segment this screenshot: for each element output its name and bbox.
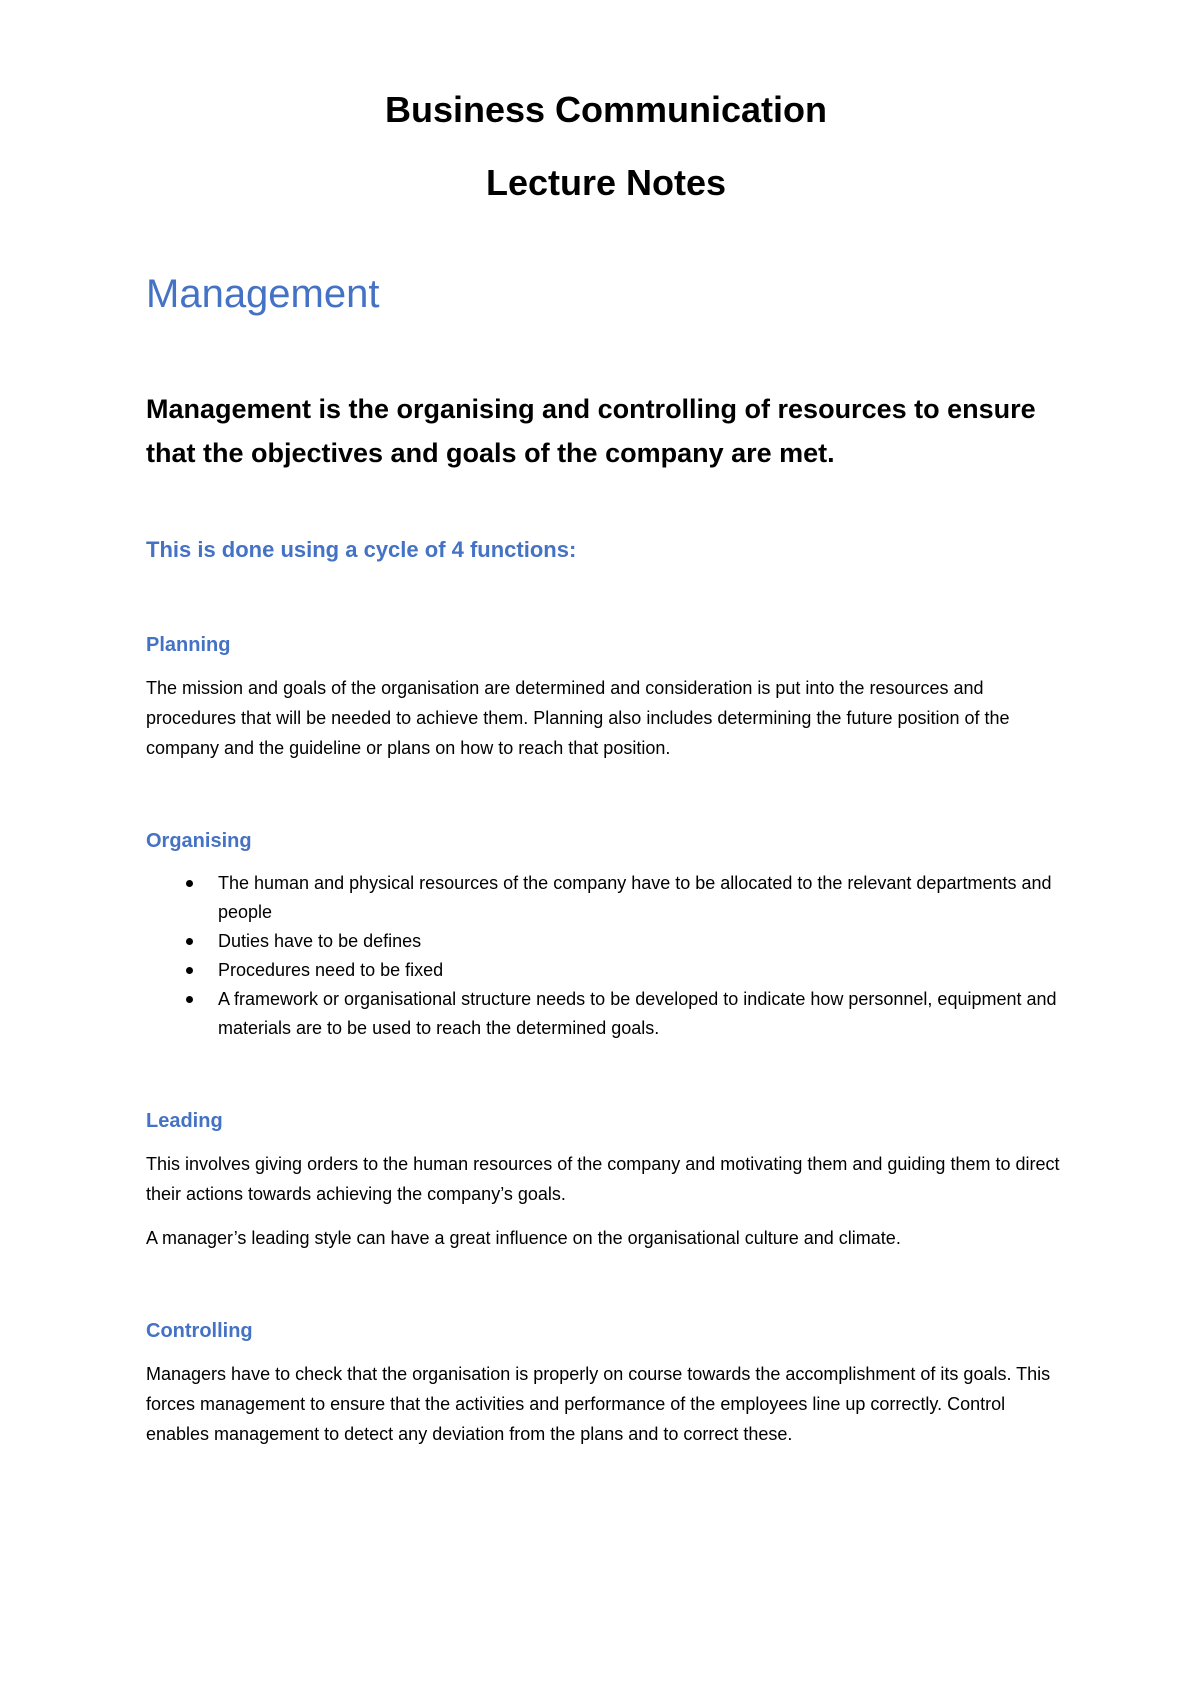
functions-subheading: This is done using a cycle of 4 functions:	[146, 536, 577, 562]
document-title: Business Communication	[384, 89, 828, 130]
bullet-icon	[186, 938, 193, 945]
leading-heading: Leading	[146, 1110, 223, 1133]
organising-bullet-list	[146, 869, 1066, 1043]
list-item	[146, 956, 1066, 985]
leading-paragraph-2: A manager’s leading style can have a great influence on the organisational culture and climate.	[146, 1228, 901, 1249]
list-item	[146, 869, 1066, 927]
controlling-paragraph: Managers have to check that the organisation is properly on course towards the accomplishment of its goals. This forces management to ensure that the activities and performance of the employees line up correctly. Control enables management to detect any deviation from the plans and to correct these.	[146, 1364, 1051, 1445]
bullet-icon	[186, 880, 193, 887]
organising-heading: Organising	[146, 830, 252, 853]
management-definition: Management is the organising and controlling of resources to ensure that the objectives and goals of the company are met.	[146, 394, 1036, 468]
planning-heading: Planning	[146, 634, 231, 657]
list-item	[146, 927, 1066, 956]
bullet-icon	[186, 996, 193, 1003]
document-body	[146, 88, 1066, 1449]
list-item-text: The human and physical resources of the company have to be allocated to the relevant departments and people	[218, 873, 1052, 923]
leading-section	[146, 1109, 1066, 1253]
bullet-icon	[186, 967, 193, 974]
document-subtitle: Lecture Notes	[485, 162, 727, 204]
list-item-text: A framework or organisational structure needs to be developed to indicate how personnel, equipment and materials are to be used to reach the determined goals.	[218, 989, 1057, 1039]
list-item	[146, 985, 1066, 1043]
section-heading-management: Management	[146, 272, 380, 317]
leading-paragraph-1: This involves giving orders to the human resources of the company and motivating them and guiding them to direct their actions towards achieving the company’s goals.	[146, 1154, 1060, 1205]
planning-section	[146, 633, 1066, 763]
controlling-section	[146, 1319, 1066, 1449]
list-item-text: Duties have to be defines	[218, 931, 422, 952]
planning-paragraph: The mission and goals of the organisation are determined and consideration is put into the resources and procedures that will be needed to achieve them. Planning also includes determining the future position of the company and the guideline or plans on how to reach that position.	[146, 678, 1010, 759]
controlling-heading: Controlling	[146, 1320, 253, 1343]
list-item-text: Procedures need to be fixed	[218, 960, 444, 981]
organising-section	[146, 829, 1066, 1043]
